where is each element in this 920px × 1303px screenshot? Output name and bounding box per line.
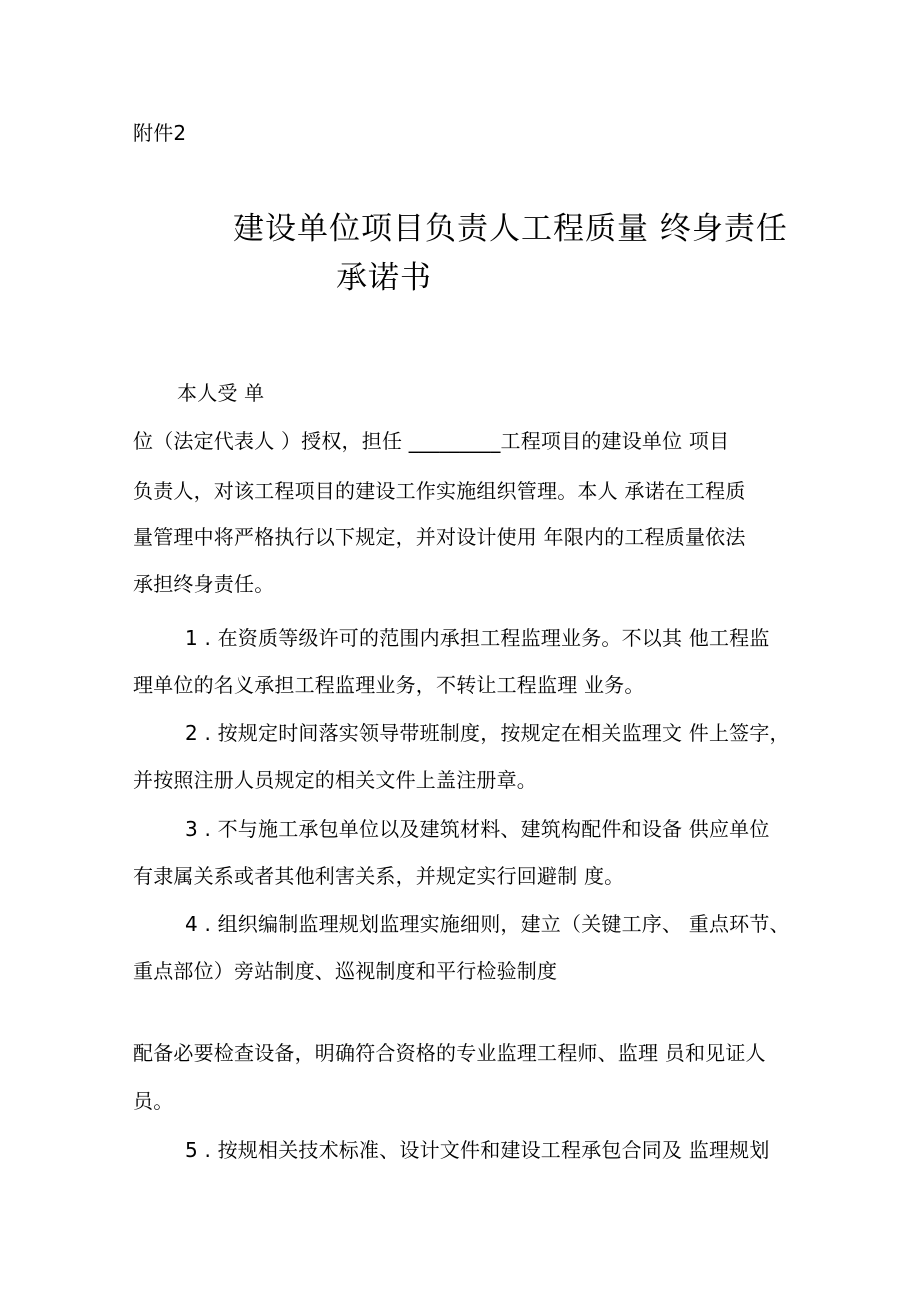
body-line: 位（法定代表人 ）授权，担任 _________工程项目的建设单位 项目 (133, 429, 730, 453)
document-title-line-2: 承诺书 (336, 260, 432, 296)
clause-4-line-2: 重点部位）旁站制度、巡视制度和平行检验制度 (133, 959, 558, 983)
body-line: 本人受 单 (177, 381, 265, 405)
clause-5-line-1: 5 . 按规相关技术标准、设计文件和建设工程承包合同及 监理规划 (185, 1138, 770, 1162)
clause-1-line-1: 1 . 在资质等级许可的范围内承担工程监理业务。不以其 他工程监 (185, 626, 770, 650)
body-line: 量管理中将严格执行以下规定，并对设计使用 年限内的工程质量依法 (133, 525, 746, 549)
document-title-line-1: 建设单位项目负责人工程质量 终身责任 (233, 211, 788, 247)
body-line: 承担终身责任。 (133, 572, 275, 596)
attachment-label: 附件2 (133, 121, 187, 145)
body-line: 配备必要检查设备，明确符合资格的专业监理工程师、监理 员和见证人 (133, 1041, 766, 1065)
clause-3-line-1: 3 . 不与施工承包单位以及建筑材料、建筑构配件和设备 供应单位 (185, 817, 770, 841)
clause-2-line-2: 并按照注册人员规定的相关文件上盖注册章。 (133, 768, 537, 792)
clause-4-line-1: 4 . 组织编制监理规划监理实施细则，建立（关键工序、 重点环节、 (185, 912, 790, 936)
body-line: 负责人，对该工程项目的建设工作实施组织管理。本人 承诺在工程质 (133, 479, 746, 503)
clause-2-line-1: 2 . 按规定时间落实领导带班制度，按规定在相关监理文 件上签字， (185, 721, 790, 745)
clause-3-line-2: 有隶属关系或者其他利害关系，并规定实行回避制 度。 (133, 864, 625, 888)
body-line: 员。 (133, 1089, 174, 1113)
clause-1-line-2: 理单位的名义承担工程监理业务，不转让工程监理 业务。 (133, 673, 645, 697)
